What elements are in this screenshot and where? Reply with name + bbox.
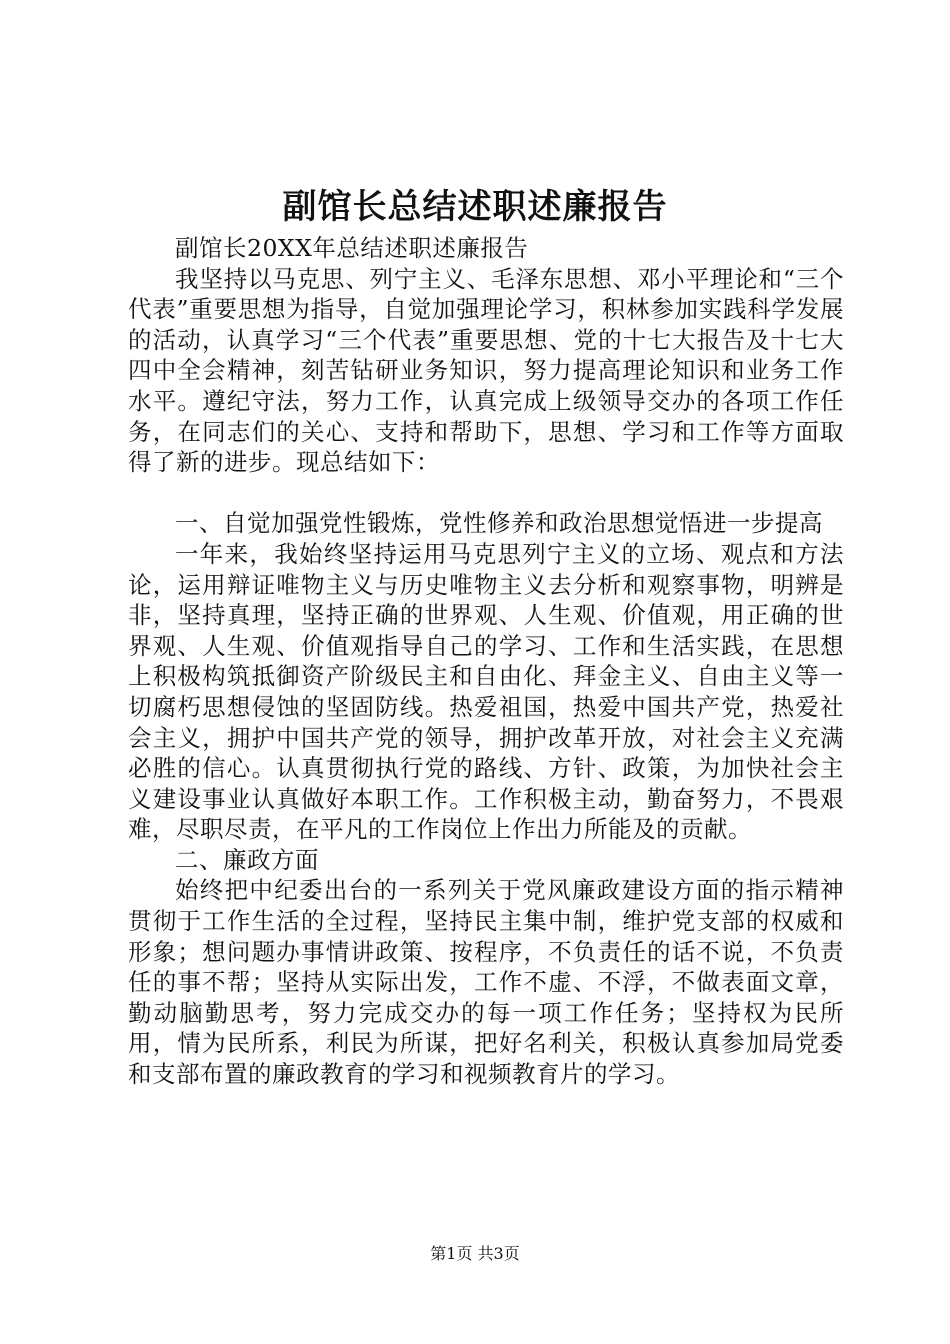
paragraph-gap <box>128 478 844 509</box>
section-1-heading: 一、自觉加强党性锻炼，党性修养和政治思想觉悟进一步提高 <box>175 509 823 538</box>
document-body <box>128 233 844 1090</box>
page-indicator: 第1页 共3页 <box>430 1244 520 1263</box>
section-1-paragraph: 一年来，我始终坚持运用马克思列宁主义的立场、观点和方法论，运用辩证唯物主义与历史唯物主义去分析和观察事物，明辨是非，坚持真理，坚持正确的世界观、人生观、价值观，用正确的世界观、人生观、价值观指导自己的学习、工作和生活实践，在思想上积极构筑抵御资产阶级民主和自由化、拜金主义、自由主义等一切腐朽思想侵蚀的坚固防线。热爱祖国，热爱中国共产党，热爱社会主义，拥护中国共产党的领导，拥护改革开放，对社会主义充满必胜的信心。认真贯彻执行党的路线、方针、政策，为加快社会主义建设事业认真做好本职工作。工作积极主动，勤奋努力，不畏艰难，尽职尽责，在平凡的工作岗位上作出力所能及的贡献。 <box>128 539 844 844</box>
section-2-heading: 二、廉政方面 <box>175 845 319 874</box>
intro-paragraph: 我坚持以马克思、列宁主义、毛泽东思想、邓小平理论和“三个代表”重要思想为指导，自觉加强理论学习，积林参加实践科学发展的活动，认真学习“三个代表”重要思想、党的十七大报告及十七大四中全会精神，刻苦钻研业务知识，努力提高理论知识和业务工作水平。遵纪守法，努力工作，认真完成上级领导交办的各项工作任务，在同志们的关心、支持和帮助下，思想、学习和工作等方面取得了新的进步。现总结如下： <box>128 264 844 477</box>
section-2-paragraph: 始终把中纪委出台的一系列关于党风廉政建设方面的指示精神贯彻于工作生活的全过程，坚持民主集中制，维护党支部的权威和形象；想问题办事情讲政策、按程序，不负责任的话不说，不负责任的事不帮；坚持从实际出发，工作不虚、不浮，不做表面文章，勤动脑勤思考，努力完成交办的每一项工作任务；坚持权为民所用，情为民所系，利民为所谋，把好名利关，积极认真参加局党委和支部布置的廉政教育的学习和视频教育片的学习。 <box>128 876 844 1089</box>
document-subtitle: 副馆长20XX年总结述职述廉报告 <box>175 234 529 262</box>
document-title: 副馆长总结述职述廉报告 <box>282 187 668 227</box>
